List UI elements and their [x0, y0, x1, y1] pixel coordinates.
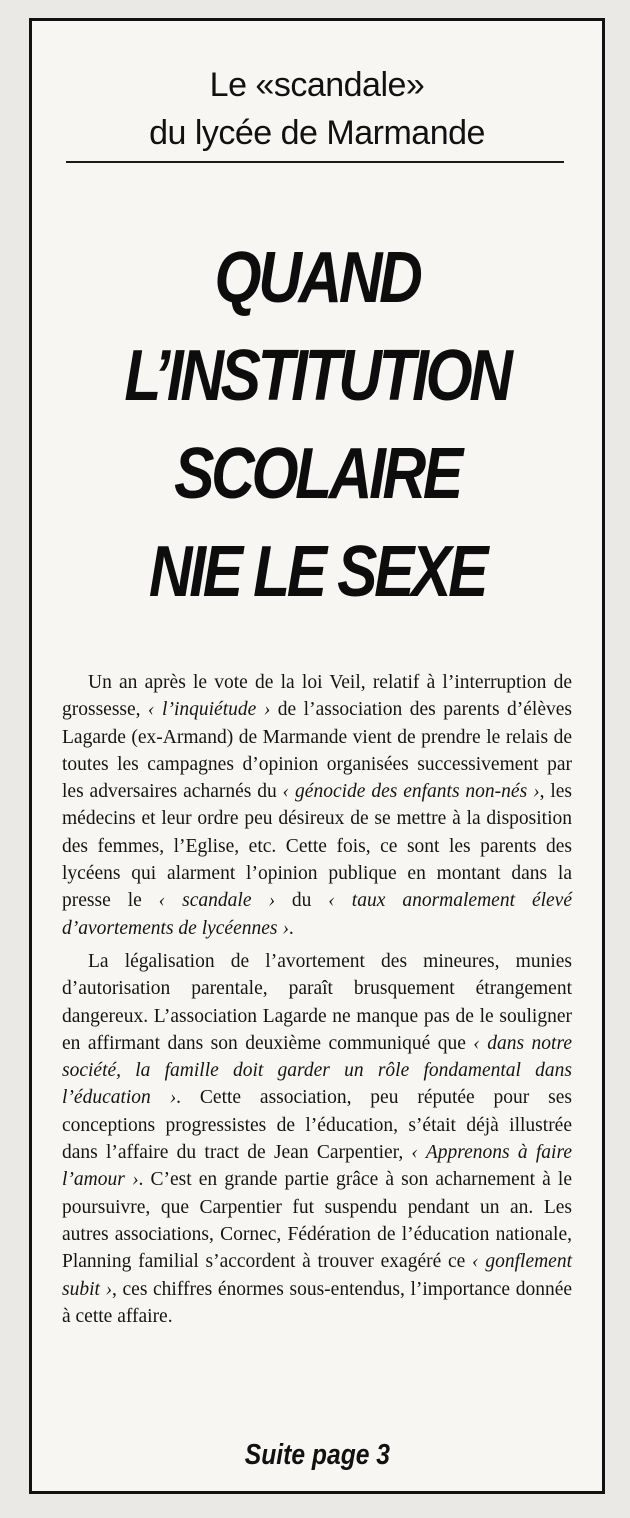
article-body: [62, 669, 572, 1336]
p1-quote-2: ‹ génocide des enfants non-nés ›: [282, 781, 540, 803]
p1-text-2: de l’association des parents d’élèves Lagarde (ex-Armand) de Marmande vient de prendre le relais de toutes les campagnes d’opinion organisées successivement par les adversaires acharnés du: [62, 699, 572, 803]
continuation-text: Suite page 3: [244, 1439, 390, 1471]
kicker-line-2: du lycée de Marmande: [149, 114, 485, 152]
p2-quote-3: ‹ gonflement subit ›: [62, 1251, 572, 1300]
headline-line-2: L’INSTITUTION: [124, 336, 510, 416]
p2-text-1: La légalisation de l’avortement des mineures, munies d’autorisation parentale, paraît brusquement étrangement dangereux. L’association Lagarde ne manque pas de le souligner en affirmant dans son deuxième communiqué que: [62, 950, 572, 1054]
p2-text-3: . C’est en grande partie grâce à son acharnement à le poursuivre, que Carpentier fut suspendu pendant un an. Les autres associations, Cornec, Fédération de l’éducation nationale, Planning familial s’accordent à trouver exagéré ce: [62, 1169, 573, 1273]
p2-quote-2: ‹ Apprenons à faire l’amour ›: [62, 1142, 572, 1191]
p2-text-4: , ces chiffres énormes sous-entendus, l’importance donnée à cette affaire.: [62, 1278, 572, 1327]
article-paragraph-2: [62, 948, 572, 1330]
p2-quote-1: ‹ dans notre société, la famille doit garder un rôle fondamental dans l’éducation ›: [62, 1032, 572, 1109]
p2-text-2: . Cette association, peu réputée pour ses conceptions progressistes de l’éducation, s’était déjà illustrée dans l’affaire du tract de Jean Carpentier,: [62, 1087, 572, 1164]
article-frame: [29, 18, 605, 1494]
p1-text-5: .: [288, 917, 294, 939]
p1-quote-1: ‹ l’inquiétude ›: [148, 699, 271, 721]
divider-rule: [66, 161, 564, 163]
p1-text-4: du: [274, 890, 329, 912]
article-kicker: [32, 61, 602, 157]
p1-text-1: Un an après le vote de la loi Veil, relatif à l’interruption de grossesse,: [62, 672, 572, 721]
p1-text-3: , les médecins et leur ordre peu désireux de se mettre à la disposition des femmes, l’Eglise, etc. Cette fois, ce sont les parents des lycéens qui alarment l’opinion publique en montant dans la presse le: [62, 781, 572, 912]
p1-quote-3: ‹ scandale ›: [158, 890, 275, 912]
article-headline: [32, 229, 602, 621]
kicker-line-1: Le «scandale»: [209, 66, 425, 104]
continuation-note: [32, 1439, 602, 1472]
p1-quote-4: ‹ taux anormalement élevé d’avortements de lycéennes ›: [62, 890, 572, 939]
headline-line-1: QUAND: [214, 238, 420, 318]
headline-line-3: SCOLAIRE: [174, 434, 460, 514]
article-paragraph-1: [62, 669, 572, 942]
headline-line-4: NIE LE SEXE: [148, 532, 486, 612]
